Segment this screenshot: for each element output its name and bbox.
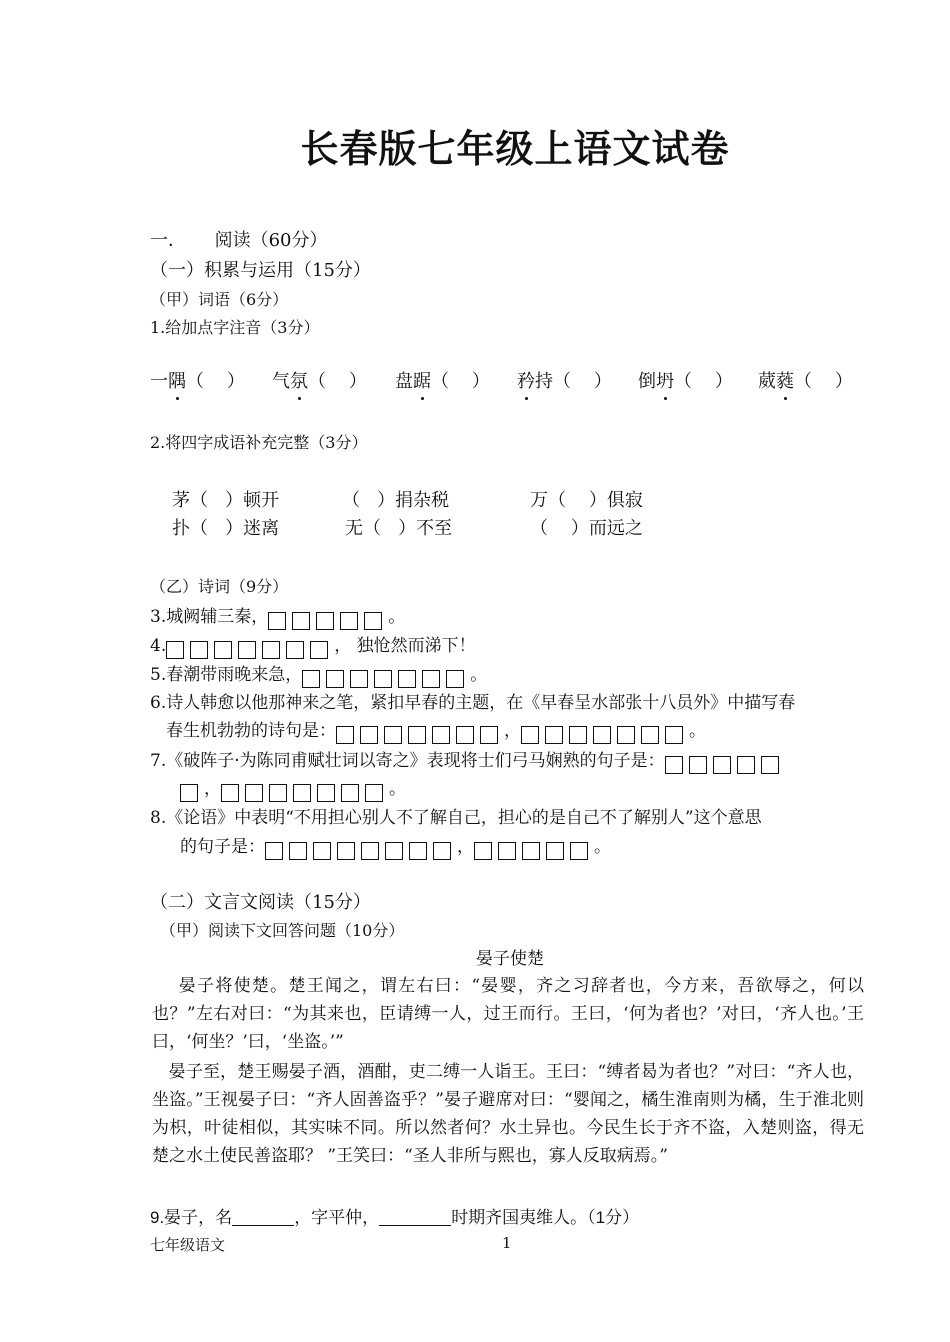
sub-heading-classical-reading: （甲）阅读下文回答问题（10分）	[160, 921, 405, 940]
answer-box	[341, 784, 359, 802]
question-6-line1: 6.诗人韩愈以他那神来之笔，紧扣早春的主题，在《早春呈水部张十八员外》中描写春	[150, 693, 796, 713]
answer-box	[761, 756, 779, 774]
answer-box	[385, 842, 403, 860]
answer-box	[361, 842, 379, 860]
question-8-line2: 的句子是： ， 。	[180, 832, 611, 860]
section-heading-reading: 一． 阅读（60分）	[150, 230, 328, 251]
q1-item: 气氛（ ）	[272, 367, 367, 393]
answer-box	[364, 612, 382, 630]
answer-box	[238, 641, 256, 659]
answer-box	[317, 784, 335, 802]
answer-boxes	[265, 840, 457, 860]
answer-box	[265, 842, 283, 860]
answer-box	[214, 641, 232, 659]
q1-item: 倒坍（ ）	[638, 367, 733, 393]
answer-box	[268, 612, 286, 630]
answer-blank	[379, 1225, 451, 1226]
idiom-item: 扑（ ）迷离	[172, 518, 280, 539]
idiom-item: 茅（ ）顿开	[172, 490, 280, 511]
question-7-line1: 7.《破阵子·为陈同甫赋壮词以寄之》表现将士们弓马娴熟的句子是：	[150, 746, 785, 774]
answer-boxes	[302, 668, 470, 688]
answer-box	[326, 670, 344, 688]
answer-boxes	[474, 840, 594, 860]
idiom-item: （ ）捐杂税	[342, 490, 450, 511]
passage-title: 晏子使楚	[476, 949, 544, 969]
answer-box	[433, 842, 451, 860]
answer-box	[365, 784, 383, 802]
part-heading-classical: （二）文言文阅读（15分）	[150, 892, 371, 913]
answer-box	[221, 784, 239, 802]
answer-box	[310, 641, 328, 659]
answer-boxes	[521, 724, 689, 744]
q1-item: 一隅（ ）	[150, 367, 245, 393]
answer-box	[545, 726, 563, 744]
answer-box	[422, 670, 440, 688]
answer-box	[593, 726, 611, 744]
question-4: 4. ， 独怆然而涕下！	[150, 631, 476, 659]
idiom-item: 无（ ）不至	[345, 518, 453, 539]
answer-box	[474, 842, 492, 860]
answer-box	[569, 726, 587, 744]
question-7-line2: ， 。	[180, 774, 406, 802]
answer-box	[302, 670, 320, 688]
answer-box	[384, 726, 402, 744]
answer-box	[409, 842, 427, 860]
answer-box	[408, 726, 426, 744]
answer-box	[360, 726, 378, 744]
passage-paragraph-1: 晏子将使楚。楚王闻之，谓左右曰：“晏婴，齐之习辞者也，今方来，吾欲辱之，何以也？”左右对曰：“为其来也，臣请缚一人，过王而行。王曰，‘何为者也？’对曰，‘齐人也。’王曰，‘何坐？’曰，‘坐盗。’”	[152, 976, 864, 1052]
answer-box	[689, 756, 707, 774]
answer-box	[337, 842, 355, 860]
q1-item: 葳蕤（ ）	[758, 367, 853, 393]
page-number: 1	[502, 1234, 512, 1252]
answer-boxes	[166, 639, 334, 659]
answer-boxes	[665, 754, 785, 774]
answer-box	[641, 726, 659, 744]
answer-boxes	[180, 782, 204, 802]
answer-box	[245, 784, 263, 802]
answer-boxes	[221, 782, 389, 802]
answer-box	[446, 670, 464, 688]
answer-box	[498, 842, 516, 860]
q1-item: 盘踞（ ）	[395, 367, 490, 393]
idiom-item: 万（ ）俱寂	[530, 490, 643, 511]
answer-box	[269, 784, 287, 802]
passage-paragraph-2: 晏子至，楚王赐晏子酒，酒酣，吏二缚一人诣王。王曰：“缚者曷为者也？”对曰：“齐人也，坐盗。”王视晏子曰：“齐人固善盗乎？”晏子避席对曰：“婴闻之，橘生淮南则为橘，生于淮北则为枳，叶徒相似，其实味不同。所以然者何？水土异也。今民生长于齐不盗，入楚则盗，得无楚之水土使民善盗耶？ ”王笑曰：“圣人非所与熙也，寡人反取病焉。”	[152, 1062, 864, 1166]
answer-box	[289, 842, 307, 860]
answer-box	[286, 641, 304, 659]
answer-box	[456, 726, 474, 744]
question-3: 3.城阙辅三秦， 。	[150, 602, 405, 630]
answer-box	[292, 612, 310, 630]
answer-box	[432, 726, 450, 744]
answer-box	[480, 726, 498, 744]
answer-box	[665, 726, 683, 744]
answer-box	[665, 756, 683, 774]
answer-box	[340, 612, 358, 630]
question-1-text: 1.给加点字注音（3分）	[150, 318, 320, 337]
answer-box	[336, 726, 354, 744]
answer-box	[293, 784, 311, 802]
question-6-line2: 春生机勃勃的诗句是： ， 。	[166, 716, 706, 744]
answer-box	[570, 842, 588, 860]
answer-box	[398, 670, 416, 688]
answer-box	[190, 641, 208, 659]
question-2-text: 2.将四字成语补充完整（3分）	[150, 433, 368, 452]
answer-box	[521, 726, 539, 744]
answer-box	[166, 641, 184, 659]
answer-blank	[232, 1225, 294, 1226]
answer-box	[617, 726, 635, 744]
footer-subject: 七年级语文	[150, 1236, 226, 1254]
answer-box	[316, 612, 334, 630]
idiom-item: （ ）而远之	[530, 518, 643, 539]
answer-boxes	[268, 610, 388, 630]
question-8-line1: 8.《论语》中表明“不用担心别人不了解自己，担心的是自己不了解别人”这个意思	[150, 808, 762, 828]
question-5: 5.春潮带雨晚来急， 。	[150, 660, 487, 688]
question-9: 9.晏子，名 ，字平仲， 时期齐国夷维人。（1分）	[150, 1208, 640, 1227]
answer-box	[546, 842, 564, 860]
answer-box	[350, 670, 368, 688]
answer-box	[313, 842, 331, 860]
answer-box	[522, 842, 540, 860]
answer-box	[180, 784, 198, 802]
sub-heading-vocabulary: （甲）词语（6分）	[150, 290, 289, 309]
answer-box	[737, 756, 755, 774]
answer-boxes	[336, 724, 504, 744]
q1-item: 矜持（ ）	[517, 367, 612, 393]
page-title: 长春版七年级上语文试卷	[300, 127, 730, 171]
part-heading-accumulation: （一）积累与运用（15分）	[150, 260, 371, 281]
sub-heading-poetry: （乙）诗词（9分）	[150, 577, 289, 596]
answer-box	[262, 641, 280, 659]
answer-box	[713, 756, 731, 774]
answer-box	[374, 670, 392, 688]
